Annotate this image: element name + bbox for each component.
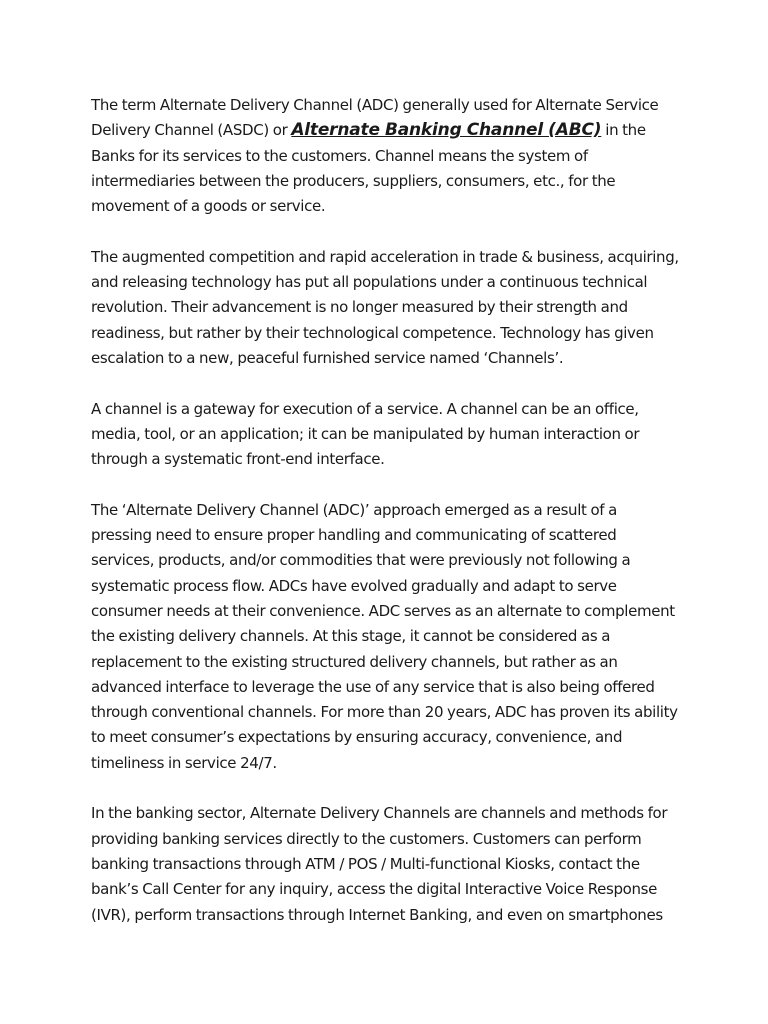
paragraph-adc-definition bbox=[91, 93, 681, 219]
paragraph-adc-approach: The ‘Alternate Delivery Channel (ADC)’ approach emerged as a result of a pressing need to ensure proper handling and communicating of scattered services, products, and/or commodities that were previously not following a systematic process flow. ADCs have evolved gradually and adapt to serve consumer needs at their convenience. ADC serves as an alternate to complement the existing delivery channels. At this stage, it cannot be considered as a replacement to the existing structured delivery channels, but rather as an advanced interface to leverage the use of any service that is also being offered through conventional channels. For more than 20 years, ADC has proven its ability to meet consumer’s expectations by ensuring accuracy, convenience, and timeliness in service 24/7. bbox=[91, 500, 678, 772]
abc-emphasis-link[interactable]: Alternate Banking Channel (ABC) bbox=[291, 120, 602, 141]
paragraph-competition: The augmented competition and rapid acceleration in trade & business, acquiring, and releasing technology has put all populations under a continuous technical revolution. Their advancement is no longer measured by their strength and readiness, but rather by their technological competence. Technology has given escalation to a new, peaceful furnished service named ‘Channels’. bbox=[91, 247, 679, 367]
paragraph-channel-gateway: A channel is a gateway for execution of a service. A channel can be an office, media, tool, or an application; it can be manipulated by human interaction or through a systematic front-end interface. bbox=[91, 399, 640, 469]
paragraph-1-tail: in the Banks for its services to the customers. Channel means the system of intermediaries between the producers, suppliers, consumers, etc., for the movement of a goods or service. bbox=[91, 121, 646, 216]
document-page bbox=[91, 93, 681, 953]
paragraph-banking-sector: In the banking sector, Alternate Delivery Channels are channels and methods for providing banking services directly to the customers. Customers can perform banking transactions through ATM / POS / Multi-functional Kiosks, contact the bank’s Call Center for any inquiry, access the digital Interactive Voice Response (IVR), perform transactions through Internet Banking, and even on smartphones bbox=[91, 804, 668, 924]
paragraph-1-lead: The term Alternate Delivery Channel (ADC) generally used for Alternate Service Delivery Channel (ASDC) or bbox=[91, 96, 659, 140]
